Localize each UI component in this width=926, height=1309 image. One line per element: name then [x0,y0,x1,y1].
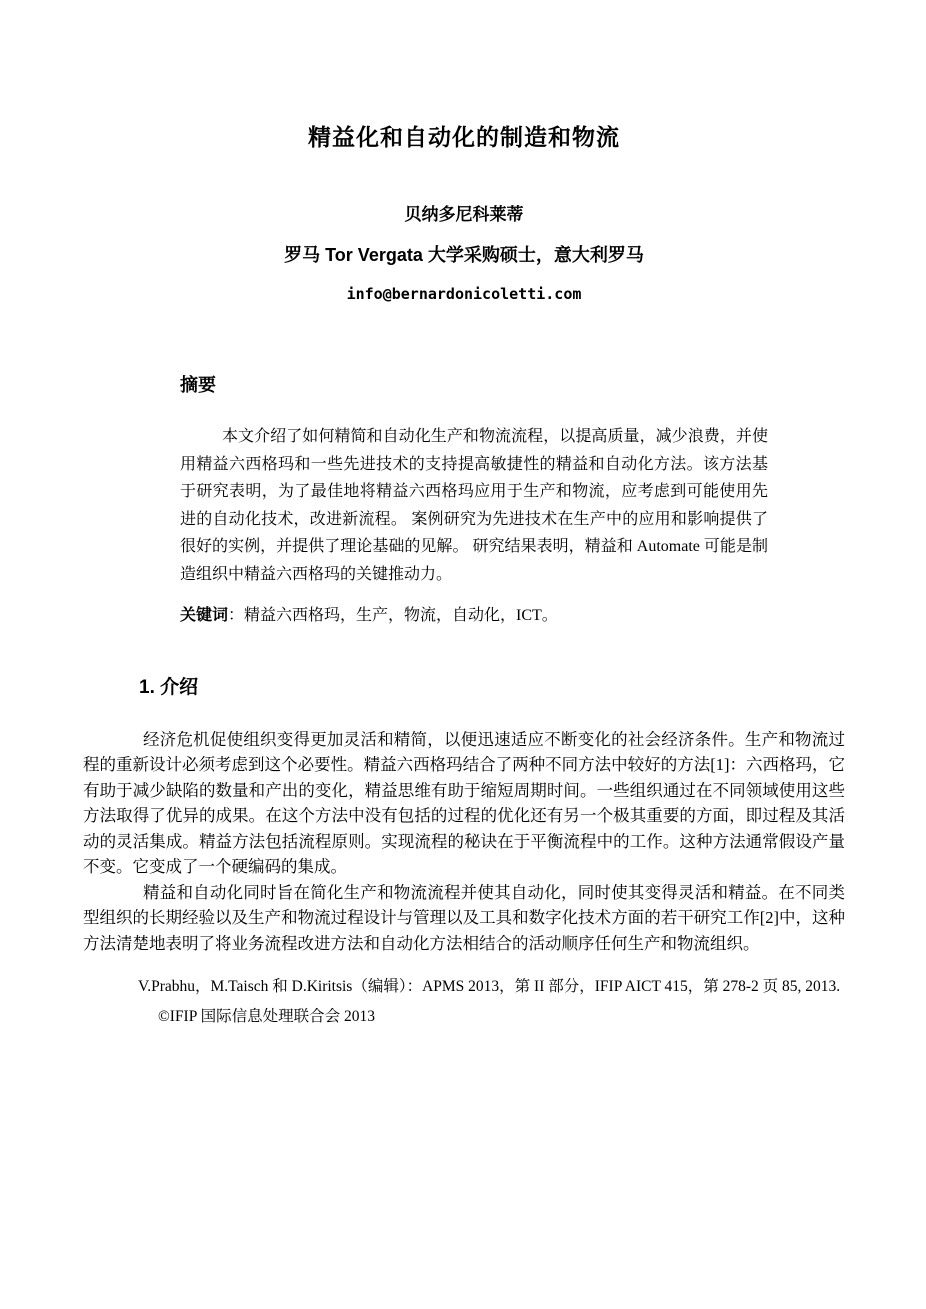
abstract-text: 本文介绍了如何精简和自动化生产和物流流程，以提高质量，减少浪费，并使用精益六西格玛和一些先进技术的支持提高敏捷性的精益和自动化方法。该方法基于研究表明，为了最佳地将精益六西格玛应用于生产和物流，应考虑到可能使用先进的自动化技术，改进新流程。 案例研究为先进技术在生产中的应用和影响提供了很好的实例，并提供了理论基础的见解。 研究结果表明，精益和 Automate 可能是制造组织中精益六西格玛的关键推动力。 [180,428,768,583]
intro-paragraph-2: 精益和自动化同时旨在简化生产和物流流程并使其自动化，同时使其变得灵活和精益。在不同类型组织的长期经验以及生产和物流过程设计与管理以及工具和数字化技术方面的若干研究工作[2]中，这种方法清楚地表明了将业务流程改进方法和自动化方法相结合的活动顺序任何生产和物流组织。 [83,882,845,953]
section-heading-introduction: 1. 介绍 [139,676,199,698]
keywords-label: 关键词 [180,607,229,624]
footer-citation: V.Prabhu，M.Taisch 和 D.Kiritsis（编辑）：APMS 2013，第 II 部分，IFIP AICT 415，第 278-2 页 85, 2013. [138,978,841,995]
author-name: 贝纳多尼科莱蒂 [404,205,524,224]
keywords-line [180,602,768,630]
author-email: info@bernardonicoletti.com [346,285,582,303]
intro-paragraph-1: 经济危机促使组织变得更加灵活和精简，以便迅速适应不断变化的社会经济条件。生产和物流过程的重新设计必须考虑到这个必要性。精益六西格玛结合了两种不同方法中较好的方法[1]：六西格玛，它有助于减少缺陷的数量和产出的变化，精益思维有助于缩短周期时间。一些组织通过在不同领域使用这些方法取得了优异的成果。在这个方法中没有包括的过程的优化还有另一个极其重要的方面，即过程及其活动的灵活集成。精益方法包括流程原则。实现流程的秘诀在于平衡流程中的工作。这种方法通常假设产量不变。它变成了一个硬编码的集成。 [83,729,845,876]
footer-copyright: ©IFIP 国际信息处理联合会 2013 [158,1008,376,1025]
keywords-text: ：精益六西格玛，生产，物流，自动化，ICT。 [228,607,558,624]
paper-title: 精益化和自动化的制造和物流 [308,124,620,150]
abstract-heading: 摘要 [180,375,216,395]
author-affiliation: 罗马 Tor Vergata 大学采购硕士，意大利罗马 [284,245,644,265]
